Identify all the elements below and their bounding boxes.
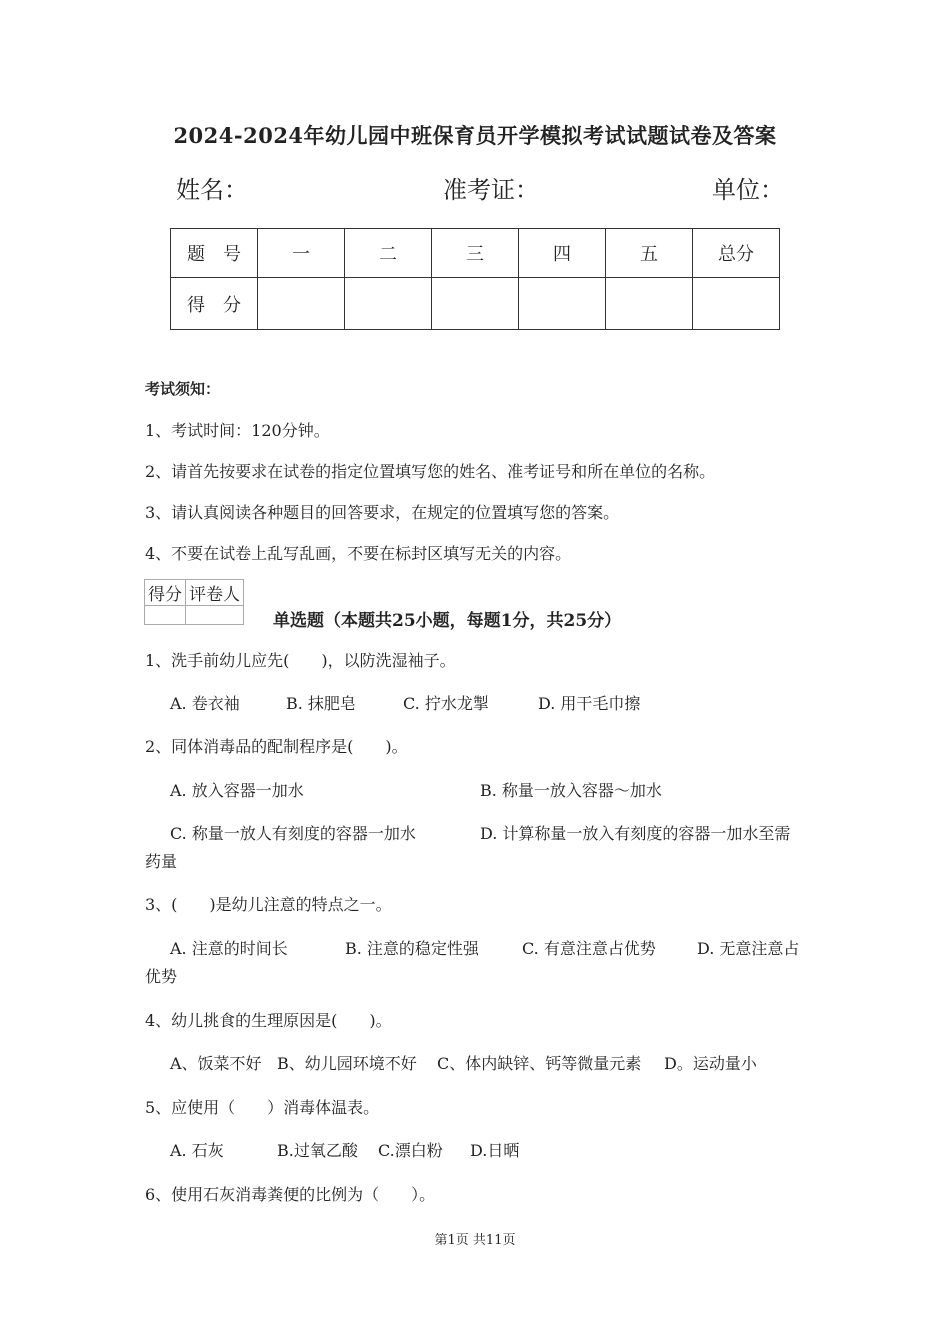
question-5-option: D.日晒 xyxy=(470,1141,520,1160)
page-footer: 第1页 共11页 xyxy=(434,1233,516,1248)
question-1: 1、洗手前幼儿应先( )，以防洗湿袖子。 xyxy=(145,651,456,670)
grader-score-cell xyxy=(145,606,186,625)
question-4-option: D。运动量小 xyxy=(664,1054,757,1073)
score-cell xyxy=(606,278,693,330)
question-3: 3、( )是幼儿注意的特点之一。 xyxy=(145,895,392,914)
exam-number-label: 准考证： xyxy=(443,176,539,204)
notice-item: 3、请认真阅读各种题目的回答要求，在规定的位置填写您的答案。 xyxy=(145,503,620,522)
candidate-info-line xyxy=(176,170,786,204)
question-2-option: C. 称量一放人有刻度的容器一加水 xyxy=(170,824,416,843)
question-1-option: D. 用干毛巾擦 xyxy=(538,694,641,713)
question-4-option: A、饭菜不好 xyxy=(170,1054,262,1073)
grader-name-cell xyxy=(186,606,244,625)
score-table-header-cell: 题 号 xyxy=(171,229,258,278)
grader-score-label: 得分 xyxy=(145,580,186,606)
question-3-option: A. 注意的时间长 xyxy=(170,939,288,958)
question-5-option: C.漂白粉 xyxy=(378,1141,443,1160)
question-3-option: C. 有意注意占优势 xyxy=(522,939,656,958)
question-3-option: D. 无意注意占 xyxy=(697,939,800,958)
score-table xyxy=(170,228,780,330)
score-cell xyxy=(258,278,345,330)
score-table-score-row xyxy=(171,278,780,330)
grader-box xyxy=(144,579,244,625)
score-table-header-cell: 五 xyxy=(606,229,693,278)
question-2-option: B. 称量一放入容器～加水 xyxy=(480,781,662,800)
score-cell xyxy=(345,278,432,330)
question-2: 2、同体消毒品的配制程序是( )。 xyxy=(145,737,408,756)
score-cell xyxy=(432,278,519,330)
question-1-option: C. 拧水龙掣 xyxy=(403,694,489,713)
score-table-header-row xyxy=(171,229,780,278)
section-title: 单选题（本题共25小题，每题1分，共25分） xyxy=(273,611,622,631)
question-2-option: A. 放入容器一加水 xyxy=(170,781,304,800)
question-2-option-continuation: 药量 xyxy=(145,852,178,871)
notice-item: 1、考试时间：120分钟。 xyxy=(145,421,330,440)
question-4-option: B、幼儿园环境不好 xyxy=(277,1054,417,1073)
score-table-header-cell: 总分 xyxy=(693,229,780,278)
notice-heading: 考试须知： xyxy=(145,380,221,398)
unit-label: 单位： xyxy=(712,176,784,204)
question-5-option: A. 石灰 xyxy=(170,1141,224,1160)
question-1-option: A. 卷衣袖 xyxy=(170,694,240,713)
grader-name-label: 评卷人 xyxy=(186,580,244,606)
question-3-option-continuation: 优势 xyxy=(145,967,178,986)
question-1-option: B. 抹肥皂 xyxy=(286,694,356,713)
score-table-header-cell: 四 xyxy=(519,229,606,278)
notice-item: 4、不要在试卷上乱写乱画，不要在标封区填写无关的内容。 xyxy=(145,544,572,563)
score-table-header-cell: 一 xyxy=(258,229,345,278)
score-table-header-cell: 三 xyxy=(432,229,519,278)
notice-item: 2、请首先按要求在试卷的指定位置填写您的姓名、准考证号和所在单位的名称。 xyxy=(145,462,716,481)
name-label: 姓名： xyxy=(176,176,248,204)
score-cell xyxy=(519,278,606,330)
question-2-option: D. 计算称量一放入有刻度的容器一加水至需 xyxy=(480,824,791,843)
score-cell xyxy=(693,278,780,330)
question-4-option: C、体内缺锌、钙等微量元素 xyxy=(437,1054,642,1073)
question-5: 5、应使用（ ）消毒体温表。 xyxy=(145,1098,380,1117)
question-3-option: B. 注意的稳定性强 xyxy=(345,939,479,958)
question-5-option: B.过氧乙酸 xyxy=(277,1141,358,1160)
document-title: 2024-2024年幼儿园中班保育员开学模拟考试试题试卷及答案 xyxy=(173,123,777,148)
question-4: 4、幼儿挑食的生理原因是( )。 xyxy=(145,1011,392,1030)
score-row-label: 得 分 xyxy=(171,278,258,330)
score-table-header-cell: 二 xyxy=(345,229,432,278)
question-6: 6、使用石灰消毒粪便的比例为（ ）。 xyxy=(145,1185,436,1204)
